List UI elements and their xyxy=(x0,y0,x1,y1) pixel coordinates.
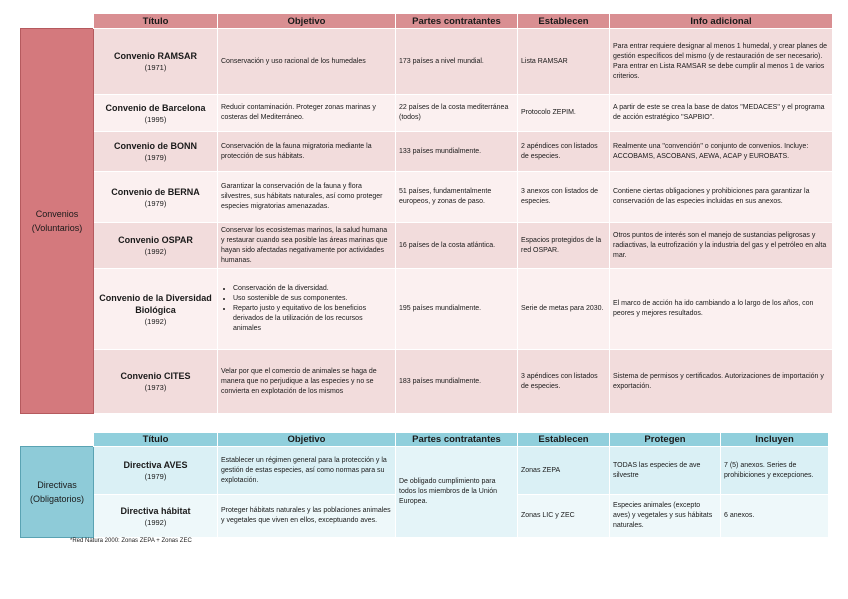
table-row xyxy=(21,350,833,414)
row-partes: 183 países mundialmente. xyxy=(396,350,518,414)
list-item: • Conservación de la diversidad. xyxy=(233,284,392,294)
footnote: *Red Natura 2000: Zonas ZEPA + Zonas ZEC xyxy=(70,538,192,544)
row-objetivo: Conservación y uso racional de los humedales xyxy=(218,29,396,95)
header-titulo: Título xyxy=(94,14,218,29)
row-establecen: Serie de metas para 2030. xyxy=(518,269,610,350)
convenios-header-row xyxy=(21,14,833,29)
row-protegen: TODAS las especies de ave silvestre xyxy=(610,447,721,495)
convenios-group-label xyxy=(21,29,94,414)
row-info: Para entrar requiere designar al menos 1 humedal, y crear planes de gestión específicos del mismo (y de restauración de ser necesario). Para entrar en Lista RAMSAR se debe cumplir al menos 1 de varios criterios. xyxy=(610,29,833,95)
row-establecen: 3 apéndices con listados de especies. xyxy=(518,350,610,414)
convenios-table xyxy=(20,13,833,414)
row-objetivo: Proteger hábitats naturales y las poblaciones animales y vegetales que viven en ellos, exceptuando aves. xyxy=(218,495,396,538)
table-row xyxy=(21,223,833,269)
list-item: • Uso sostenible de sus componentes. xyxy=(233,294,392,304)
group-label-sub: (Voluntarios) xyxy=(31,223,83,233)
row-protegen: Especies animales (excepto aves) y vegetales y sus hábitats naturales. xyxy=(610,495,721,538)
row-partes: 22 países de la costa mediterránea (todos) xyxy=(396,95,518,132)
row-partes: 16 países de la costa atlántica. xyxy=(396,223,518,269)
row-establecen: Zonas LIC y ZEC xyxy=(518,495,610,538)
row-establecen: Zonas ZEPA xyxy=(518,447,610,495)
row-partes: 51 países, fundamentalmente europeos, y zonas de paso. xyxy=(396,172,518,223)
header-establecen: Establecen xyxy=(518,14,610,29)
table-row xyxy=(21,132,833,172)
row-partes: 133 países mundialmente. xyxy=(396,132,518,172)
row-title: Directiva AVES (1979) xyxy=(94,447,218,495)
row-info: Otros puntos de interés son el manejo de sustancias peligrosas y radiactivas, la eutrofización y la industria del gas y el petróleo en alta mar. xyxy=(610,223,833,269)
row-info: Sistema de permisos y certificados. Autorizaciones de importación y exportación. xyxy=(610,350,833,414)
row-partes-merged: De obligado cumplimiento para todos los miembros de la Unión Europea. xyxy=(396,447,518,538)
row-title: Convenio CITES (1973) xyxy=(94,350,218,414)
row-establecen: Lista RAMSAR xyxy=(518,29,610,95)
row-info: A partir de este se crea la base de datos "MEDACES" y el programa de acción estratégico "SAPBIO". xyxy=(610,95,833,132)
header-partes: Partes contratantes xyxy=(396,433,518,447)
row-objetivo: Conservar los ecosistemas marinos, la salud humana y restaurar cuando sea posible las áreas marinas que hayan sido afectadas negativamente por actividades humanas. xyxy=(218,223,396,269)
table-row xyxy=(21,447,829,495)
row-objetivo-list xyxy=(218,269,396,350)
group-label-sub: (Obligatorios) xyxy=(29,494,85,504)
header-titulo: Título xyxy=(94,433,218,447)
directivas-table xyxy=(20,432,829,538)
row-info: Realmente una "convención" o conjunto de convenios. Incluye: ACCOBAMS, ASCOBANS, AEWA, ACAP y EUROBATS. xyxy=(610,132,833,172)
row-establecen: Protocolo ZEPIM. xyxy=(518,95,610,132)
table-row xyxy=(21,269,833,350)
row-title: Convenio OSPAR (1992) xyxy=(94,223,218,269)
header-establecen: Establecen xyxy=(518,433,610,447)
table-row xyxy=(21,172,833,223)
table-row xyxy=(21,29,833,95)
row-title: Convenio de BONN (1979) xyxy=(94,132,218,172)
directivas-header-row xyxy=(21,433,829,447)
header-objetivo: Objetivo xyxy=(218,14,396,29)
row-title: Convenio de Barcelona (1995) xyxy=(94,95,218,132)
row-incluyen: 7 (5) anexos. Series de prohibiciones y excepciones. xyxy=(721,447,829,495)
row-partes: 173 países a nivel mundial. xyxy=(396,29,518,95)
header-info: Info adicional xyxy=(610,14,833,29)
header-partes: Partes contratantes xyxy=(396,14,518,29)
row-objetivo: Garantizar la conservación de la fauna y flora silvestres, sus hábitats naturales, así como proteger especies migratorias amenazadas. xyxy=(218,172,396,223)
row-info: Contiene ciertas obligaciones y prohibiciones para garantizar la conservación de las especies incluidas en sus anexos. xyxy=(610,172,833,223)
row-title: Convenio de la Diversidad Biológica (1992) xyxy=(94,269,218,350)
row-info: El marco de acción ha ido cambiando a lo largo de los años, con peores y mejores resultados. xyxy=(610,269,833,350)
row-title: Convenio RAMSAR (1971) xyxy=(94,29,218,95)
row-title: Directiva hábitat (1992) xyxy=(94,495,218,538)
row-objetivo: Conservación de la fauna migratoria mediante la protección de sus hábitats. xyxy=(218,132,396,172)
directivas-group-label xyxy=(21,447,94,538)
group-label-main: Convenios xyxy=(35,209,79,219)
header-objetivo: Objetivo xyxy=(218,433,396,447)
row-establecen: Espacios protegidos de la red OSPAR. xyxy=(518,223,610,269)
group-label-main: Directivas xyxy=(37,480,77,490)
row-establecen: 2 apéndices con listados de especies. xyxy=(518,132,610,172)
row-establecen: 3 anexos con listados de especies. xyxy=(518,172,610,223)
row-objetivo: Reducir contaminación. Proteger zonas marinas y costeras del Mediterráneo. xyxy=(218,95,396,132)
table-row xyxy=(21,95,833,132)
row-objetivo: Velar por que el comercio de animales se haga de manera que no perjudique a las especies y no se convierta en explotación de los mismos xyxy=(218,350,396,414)
row-title: Convenio de BERNA (1979) xyxy=(94,172,218,223)
row-partes: 195 países mundialmente. xyxy=(396,269,518,350)
header-incluyen: Incluyen xyxy=(721,433,829,447)
row-incluyen: 6 anexos. xyxy=(721,495,829,538)
row-objetivo: Establecer un régimen general para la protección y la gestión de estas especies, así como normas para su explotación. xyxy=(218,447,396,495)
header-protegen: Protegen xyxy=(610,433,721,447)
list-item: • Reparto justo y equitativo de los beneficios derivados de la utilización de los recursos animales xyxy=(233,304,392,334)
